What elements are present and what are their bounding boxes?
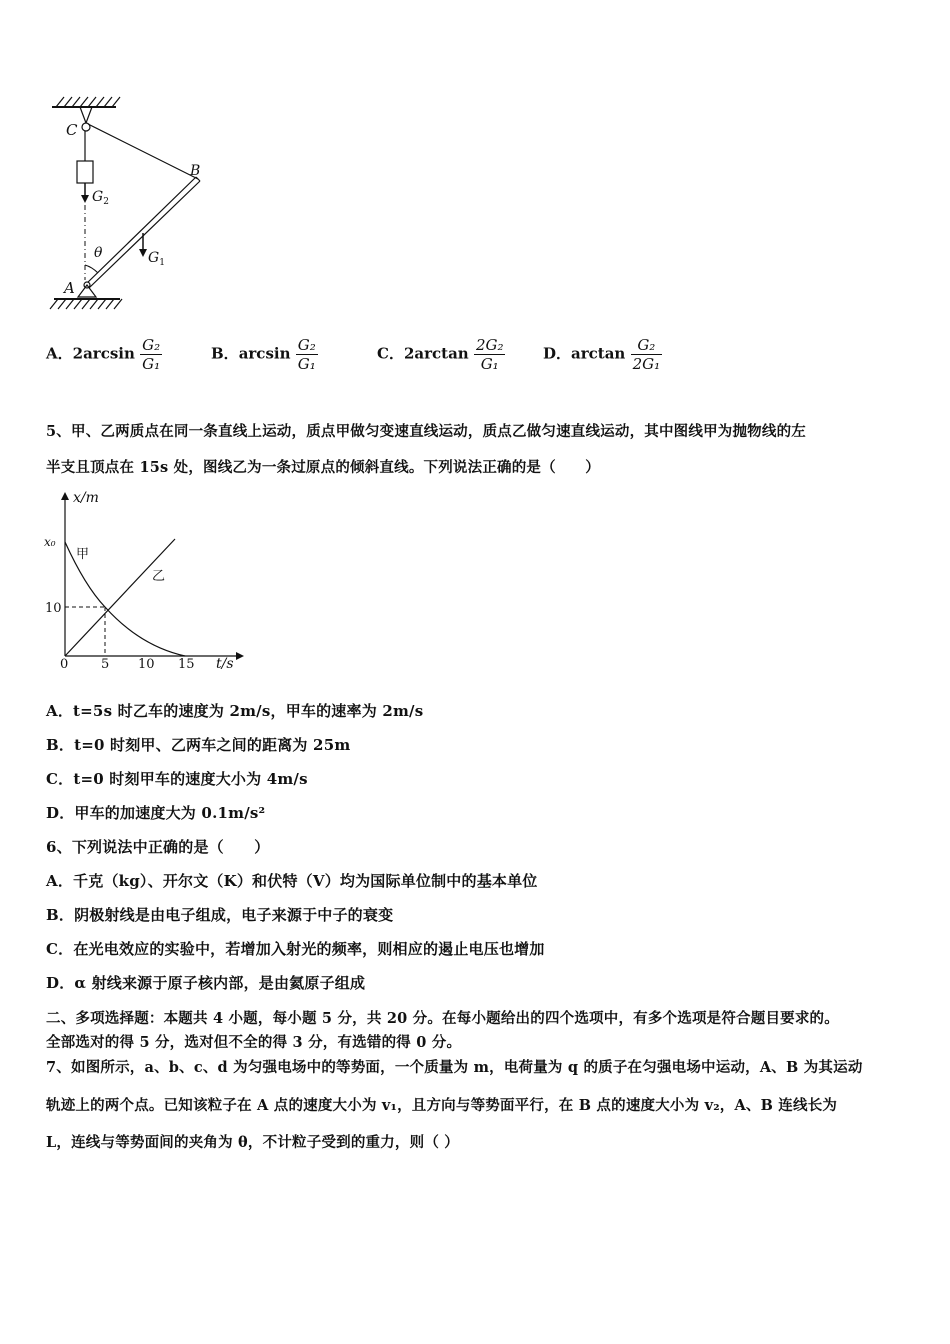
label-b: B [190,163,201,179]
q4-option-d[interactable] [543,336,662,373]
q4-option-d-fraction [631,336,663,373]
q6-stem: 6、下列说法中正确的是（ ） [46,838,270,856]
q4-option-d-num: G₂ [631,336,663,355]
q4-option-b[interactable] [211,336,318,373]
q4-option-b-letter: B． [211,344,239,363]
label-g1-main: G [148,250,160,266]
q4-option-b-den: G₁ [297,355,316,373]
q4-option-c-den: G₁ [480,355,499,373]
tick-x-0: 0 [60,657,69,672]
x0-label: x₀ [44,535,56,549]
q5-option-c[interactable]: C．t=0 时刻甲车的速度大小为 4m/s [46,770,308,788]
label-c: C [66,121,78,139]
q4-option-c[interactable] [377,336,505,373]
q4-option-a[interactable] [46,336,162,373]
label-theta: θ [94,245,103,261]
q4-option-b-func: arcsin [238,344,291,363]
q5-stem-line-1: 5、甲、乙两质点在同一条直线上运动，质点甲做匀变速直线运动，质点乙做匀速直线运动，其中图线甲为抛物线的左 [46,423,806,440]
label-g2-sub: 2 [103,197,109,207]
q4-option-a-num: G₂ [142,336,161,354]
q7-line-1: 7、如图所示，a、b、c、d 为匀强电场中的等势面，一个质量为 m，电荷量为 q 的质子在匀强电场中运动，A、B 为其运动 [46,1059,863,1076]
x-t-graph [40,486,250,676]
q7-line-3: L，连线与等势面间的夹角为 θ，不计粒子受到的重力，则（ ） [46,1134,459,1151]
q5-option-b[interactable]: B．t=0 时刻甲、乙两车之间的距离为 25m [46,736,351,754]
q7-line-2: 轨迹上的两个点。已知该粒子在 A 点的速度大小为 v₁，且方向与等势面平行，在 B 点的速度大小为 v₂，A、B 连线长为 [46,1097,838,1114]
q6-option-c[interactable]: C．在光电效应的实验中，若增加入射光的频率，则相应的遏止电压也增加 [46,940,545,958]
label-g1-sub: 1 [159,258,165,268]
label-g2 [92,189,109,207]
rod-pulley-figure [40,95,240,325]
section2-line-2: 全部选对的得 5 分，选对但不全的得 3 分，有选错的得 0 分。 [46,1034,462,1051]
tick-x-5: 5 [101,657,110,672]
tick-x-15: 15 [178,657,195,672]
q5-option-a[interactable]: A．t=5s 时乙车的速度为 2m/s，甲车的速率为 2m/s [46,702,424,720]
q4-option-c-num: 2G₂ [475,336,504,354]
q4-option-b-num: G₂ [297,336,316,354]
tick-y-10: 10 [45,601,62,616]
q4-option-d-func: arctan [571,344,626,363]
q6-option-b[interactable]: B．阴极射线是由电子组成，电子来源于中子的衰变 [46,906,394,924]
q6-option-a[interactable]: A．千克（kg）、开尔文（K）和伏特（V）均为国际单位制中的基本单位 [46,872,538,890]
q4-option-a-fraction [140,336,162,373]
label-jia: 甲 [76,547,90,562]
section2-line-1: 二、多项选择题：本题共 4 小题，每小题 5 分，共 20 分。在每小题给出的四个选项中，有多个选项是符合题目要求的。 [46,1010,839,1027]
q5-option-d[interactable]: D．甲车的加速度大为 0.1m/s² [46,804,266,822]
q4-option-c-fraction [474,336,506,373]
tick-x-10: 10 [138,657,155,672]
q6-option-d[interactable]: D．α 射线来源于原子核内部，是由氦原子组成 [46,974,366,992]
q4-option-c-letter: C． [377,344,404,363]
q4-option-c-func: 2arctan [403,344,469,363]
q4-option-b-fraction [296,336,318,373]
q4-option-a-letter: A． [46,344,73,363]
label-yi: 乙 [152,569,166,584]
q4-option-d-letter: D． [543,344,572,363]
x-axis-label: t/s [216,656,234,672]
label-g1 [148,250,165,268]
q4-option-d-den: 2G₁ [632,355,661,373]
q4-option-a-func: 2arcsin [72,344,135,363]
q5-stem-line-2: 半支且顶点在 15s 处，图线乙为一条过原点的倾斜直线。下列说法正确的是（ ） [46,459,600,476]
y-axis-label: x/m [73,490,99,506]
label-a: A [64,279,75,297]
label-g2-main: G [92,189,104,205]
q4-option-a-den: G₁ [142,355,161,373]
